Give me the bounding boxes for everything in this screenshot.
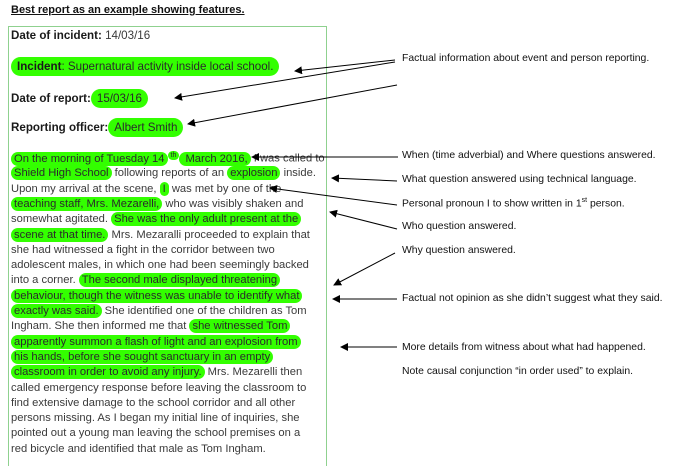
- highlighted-text: th: [168, 151, 180, 160]
- page-title: Best report as an example showing features.: [11, 4, 245, 16]
- body-text: Mrs. Mezaralli proceeded to explain that: [108, 228, 310, 241]
- incident-label: Incident: [17, 60, 62, 73]
- highlighted-text: apparently summon a flash of light and an explosion from: [11, 335, 301, 349]
- highlighted-text: teaching staff, Mrs. Mezarelli,: [11, 197, 162, 211]
- body-text: somewhat agitated.: [11, 213, 112, 226]
- body-text: pointed out a young man leaving the school premises on a: [11, 427, 301, 440]
- arrow-to-incident: [295, 60, 395, 71]
- note-more-details: More details from witness about what had happened.: [402, 342, 646, 353]
- body-text: she had witnessed a fight in the corridor between two: [11, 243, 275, 256]
- reporting-officer-label: Reporting officer:: [11, 121, 109, 134]
- date-of-incident-label: Date of incident:: [11, 29, 102, 42]
- date-of-incident-value: 14/03/16: [105, 29, 151, 42]
- reporting-officer-value: Albert Smith: [108, 118, 183, 137]
- highlighted-text: She was the only adult present at the: [111, 212, 301, 226]
- highlighted-text: scene at that time.: [11, 228, 108, 242]
- body-text: adolescent males, in which one had been seemingly backed: [11, 259, 309, 272]
- note-who-question: Who question answered.: [402, 221, 517, 232]
- arrow-to-pronoun: [270, 188, 397, 205]
- body-text: persons missing. As I began my initial line of inquiries, she: [11, 412, 300, 425]
- note-when-where: When (time adverbial) and Where questions answered.: [402, 150, 656, 161]
- body-text: find extensive damage to the school corridor and all other: [11, 396, 296, 409]
- body-text: called emergency response before leaving the classroom to: [11, 381, 307, 394]
- highlighted-text: behaviour, though the witness was unable to identify what: [11, 289, 302, 303]
- note-causal-conjunction: Note causal conjunction “in order used” to explain.: [402, 366, 634, 377]
- body-text: I was called to: [250, 152, 325, 165]
- note-personal-pronoun-sup: st: [581, 197, 588, 204]
- body-text: She identified one of the children as Tom: [101, 305, 307, 317]
- highlighted-text: exactly was said.: [11, 304, 102, 318]
- arrow-to-report-date: [175, 62, 395, 98]
- body-text: into a corner.: [11, 274, 79, 287]
- date-of-report-value: 15/03/16: [91, 89, 148, 108]
- highlighted-text: his hands, before she sought sanctuary in an empty: [11, 350, 273, 364]
- body-text: following reports of an: [111, 167, 228, 180]
- body-text: who was visibly shaken and: [162, 197, 304, 210]
- highlighted-text: On the morning of Tuesday 14: [11, 152, 168, 166]
- body-text: inside.: [280, 167, 316, 180]
- date-of-report-label: Date of report:: [11, 92, 91, 105]
- highlighted-text: explosion: [227, 166, 280, 180]
- note-why-question: Why question answered.: [402, 245, 516, 256]
- highlighted-text: she witnessed Tom: [189, 319, 290, 333]
- body-text: red bicycle and identified that male as Tom Ingham.: [11, 442, 266, 455]
- highlighted-text: Shield High School: [11, 166, 112, 180]
- note-personal-pronoun-end: person.: [587, 198, 625, 210]
- body-text: was met by one of the: [168, 182, 282, 195]
- note-factual-not-opinion: Factual not opinion as she didn’t suggest what they said.: [402, 293, 663, 304]
- highlighted-text: March 2016,: [179, 152, 250, 166]
- arrow-to-why: [334, 253, 395, 285]
- note-what-question: What question answered using technical language.: [402, 174, 637, 185]
- note-personal-pronoun-text: Personal pronoun I to show written in 1: [402, 198, 582, 210]
- highlighted-text: I: [160, 182, 169, 196]
- highlighted-text: classroom in order to avoid any injury.: [11, 365, 205, 379]
- body-text: Mrs. Mezarelli then: [204, 366, 303, 379]
- body-text: Upon my arrival at the scene,: [11, 182, 160, 195]
- arrow-to-explosion: [332, 178, 397, 181]
- incident-value: : Supernatural activity inside local school.: [61, 60, 274, 73]
- body-text: Ingham. She then informed me that: [11, 320, 190, 333]
- note-factual-information: Factual information about event and person reporting.: [402, 53, 650, 64]
- highlighted-text: The second male displayed threatening: [79, 273, 280, 287]
- arrow-to-who: [330, 212, 397, 229]
